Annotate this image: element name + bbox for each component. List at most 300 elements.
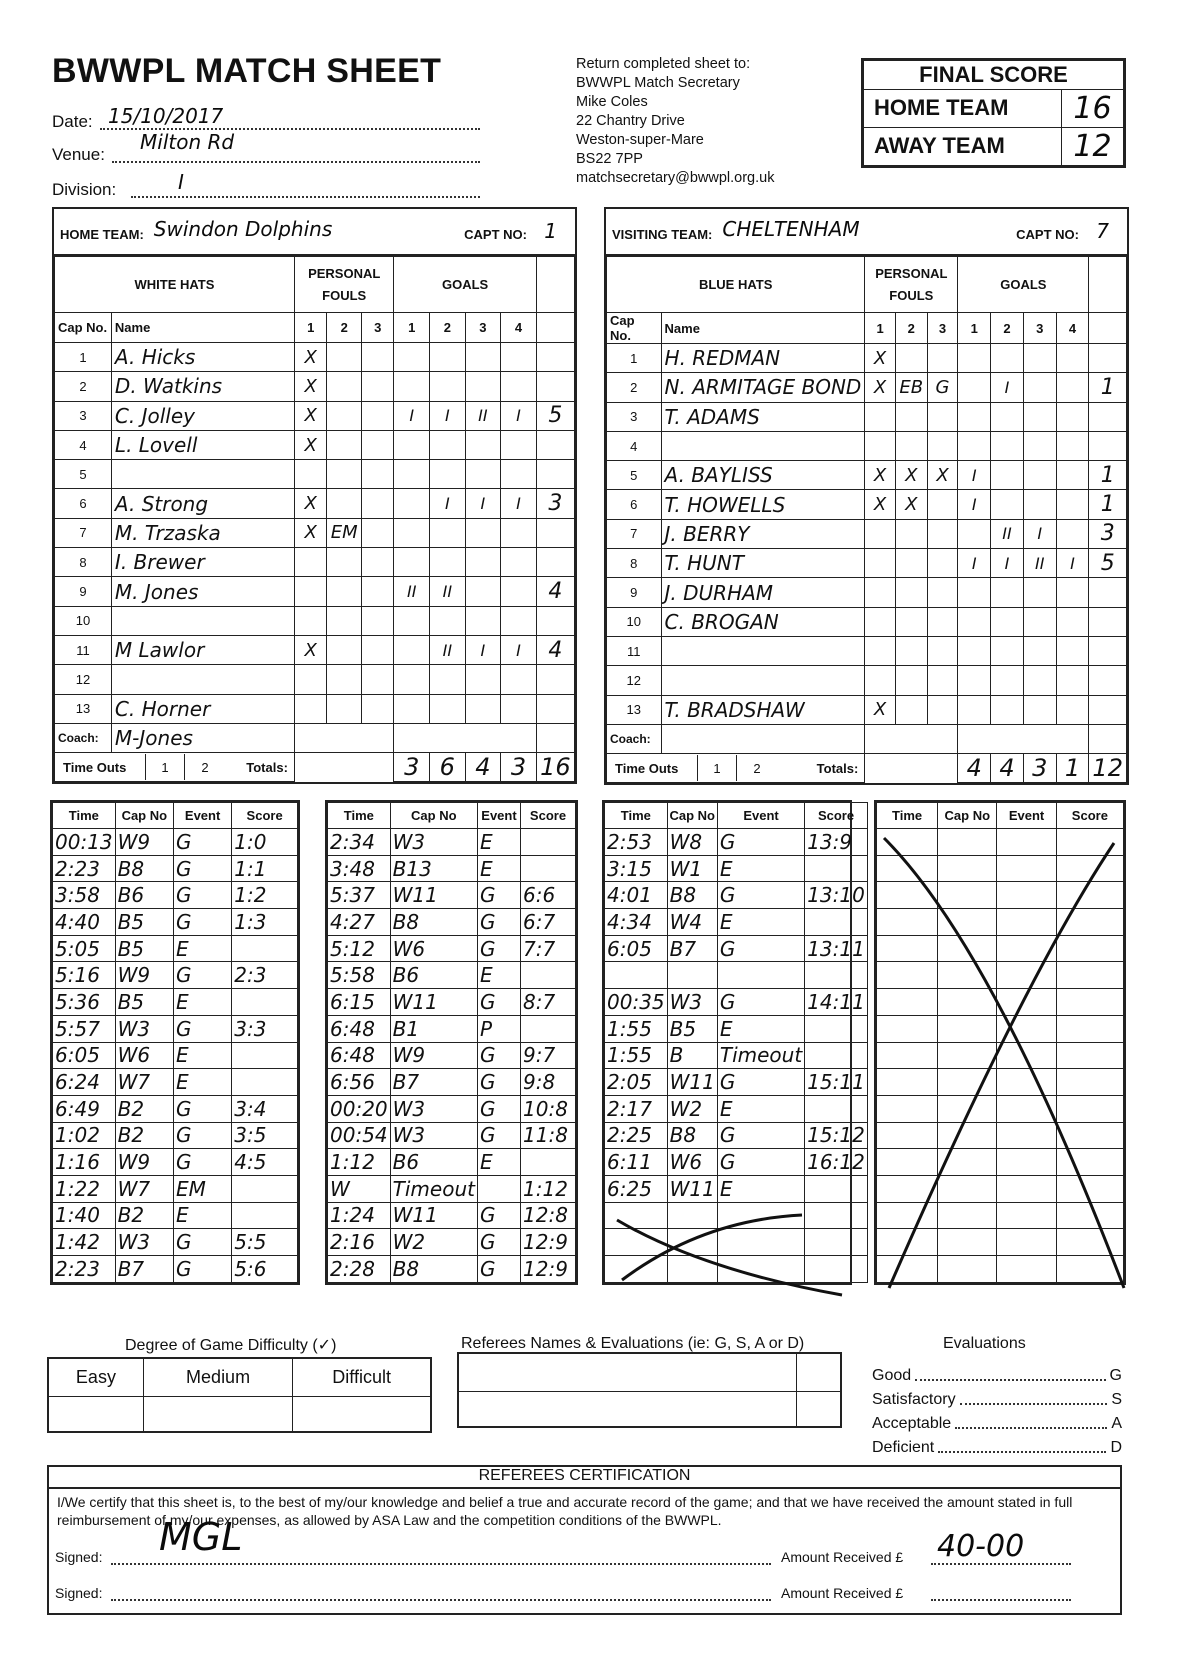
log-time[interactable]: 3:58 xyxy=(53,882,116,909)
player-name[interactable]: I. Brewer xyxy=(111,548,294,577)
goal-cell[interactable] xyxy=(394,548,430,577)
goal-cell[interactable] xyxy=(1056,373,1089,402)
log-score[interactable]: 9:8 xyxy=(521,1069,576,1096)
player-total[interactable] xyxy=(1089,695,1127,724)
goal-cell[interactable] xyxy=(430,694,466,723)
foul-cell[interactable]: EM xyxy=(327,518,361,547)
log-time[interactable]: 2:23 xyxy=(53,855,116,882)
foul-cell[interactable] xyxy=(361,548,394,577)
log-event[interactable]: E xyxy=(173,1042,231,1069)
log-event[interactable]: E xyxy=(717,1175,804,1202)
log-score[interactable] xyxy=(805,1042,868,1069)
log-score[interactable]: 16:12 xyxy=(805,1149,868,1176)
foul-cell[interactable]: X xyxy=(865,490,895,519)
goal-cell[interactable]: I xyxy=(958,490,991,519)
log-score[interactable]: 8:7 xyxy=(521,989,576,1016)
foul-cell[interactable] xyxy=(895,549,927,578)
total-value[interactable]: 6 xyxy=(430,753,466,782)
goal-cell[interactable] xyxy=(991,402,1024,431)
goal-cell[interactable] xyxy=(394,460,430,489)
log-time[interactable]: 5:37 xyxy=(328,882,391,909)
total-value[interactable]: 1 xyxy=(1056,754,1089,783)
log-time[interactable]: 00:35 xyxy=(605,989,668,1016)
player-name[interactable] xyxy=(111,606,294,635)
foul-cell[interactable] xyxy=(927,578,958,607)
foul-cell[interactable] xyxy=(361,518,394,547)
goal-cell[interactable] xyxy=(1023,636,1056,665)
log-event[interactable]: G xyxy=(717,1122,804,1149)
player-total[interactable] xyxy=(536,430,574,459)
log-time[interactable]: 1:12 xyxy=(328,1149,391,1176)
log-time[interactable]: 2:16 xyxy=(328,1229,391,1256)
log-cap-no[interactable]: W3 xyxy=(667,989,717,1016)
log-cap-no[interactable]: W9 xyxy=(115,1149,173,1176)
log-cap-no[interactable]: W11 xyxy=(390,989,477,1016)
log-event[interactable]: G xyxy=(173,882,231,909)
team-name-value[interactable]: Swindon Dolphins xyxy=(153,217,333,241)
goal-cell[interactable] xyxy=(1023,461,1056,490)
foul-cell[interactable] xyxy=(927,431,958,460)
goal-cell[interactable] xyxy=(991,578,1024,607)
log-time[interactable]: 2:34 xyxy=(328,829,391,856)
total-value[interactable]: 4 xyxy=(991,754,1024,783)
log-event[interactable]: E xyxy=(477,829,520,856)
foul-cell[interactable]: X xyxy=(294,489,327,518)
foul-cell[interactable]: EB xyxy=(895,373,927,402)
log-time[interactable]: 00:54 xyxy=(328,1122,391,1149)
player-name[interactable]: T. ADAMS xyxy=(661,402,865,431)
log-event[interactable]: G xyxy=(477,1042,520,1069)
player-total[interactable] xyxy=(1089,578,1127,607)
home-final-score[interactable]: 16 xyxy=(1062,89,1124,127)
player-name[interactable]: C. Horner xyxy=(111,694,294,723)
log-time[interactable]: 5:58 xyxy=(328,962,391,989)
foul-cell[interactable] xyxy=(327,430,361,459)
log-cap-no[interactable]: B5 xyxy=(115,989,173,1016)
log-cap-no[interactable]: B7 xyxy=(667,935,717,962)
capt-no-value[interactable]: 7 xyxy=(1096,219,1109,243)
log-time[interactable]: 2:23 xyxy=(53,1256,116,1283)
log-time[interactable]: 1:22 xyxy=(53,1175,116,1202)
log-cap-no[interactable]: B6 xyxy=(115,882,173,909)
goal-cell[interactable] xyxy=(394,430,430,459)
goal-cell[interactable] xyxy=(1023,666,1056,695)
foul-cell[interactable] xyxy=(895,695,927,724)
goal-cell[interactable] xyxy=(991,344,1024,373)
goal-cell[interactable] xyxy=(501,518,537,547)
log-score[interactable]: 13:9 xyxy=(805,829,868,856)
goal-cell[interactable] xyxy=(465,343,501,372)
date-value[interactable]: 15/10/2017 xyxy=(108,104,224,128)
player-total[interactable]: 5 xyxy=(536,401,574,430)
goal-cell[interactable] xyxy=(394,635,430,664)
foul-cell[interactable] xyxy=(927,607,958,636)
log-event[interactable]: E xyxy=(173,989,231,1016)
difficulty-easy[interactable]: Easy xyxy=(48,1358,143,1396)
foul-cell[interactable]: X xyxy=(895,490,927,519)
log-time[interactable]: 1:55 xyxy=(605,1042,668,1069)
foul-cell[interactable] xyxy=(327,460,361,489)
player-name[interactable] xyxy=(661,666,865,695)
log-event[interactable]: G xyxy=(717,989,804,1016)
goal-cell[interactable] xyxy=(465,694,501,723)
goal-cell[interactable]: I xyxy=(465,635,501,664)
log-cap-no[interactable]: B5 xyxy=(667,1015,717,1042)
log-cap-no[interactable]: B2 xyxy=(115,1202,173,1229)
log-score[interactable]: 9:7 xyxy=(521,1042,576,1069)
log-cap-no[interactable]: W3 xyxy=(115,1015,173,1042)
log-event[interactable]: G xyxy=(477,989,520,1016)
foul-cell[interactable] xyxy=(927,344,958,373)
player-name[interactable] xyxy=(661,636,865,665)
log-event[interactable]: G xyxy=(173,1149,231,1176)
foul-cell[interactable] xyxy=(895,402,927,431)
goal-cell[interactable]: I xyxy=(501,635,537,664)
goal-cell[interactable] xyxy=(1056,607,1089,636)
log-cap-no[interactable]: W3 xyxy=(390,1095,477,1122)
foul-cell[interactable] xyxy=(895,636,927,665)
log-event[interactable]: G xyxy=(477,882,520,909)
log-cap-no[interactable]: B7 xyxy=(115,1256,173,1283)
player-total[interactable] xyxy=(536,343,574,372)
foul-cell[interactable] xyxy=(865,636,895,665)
log-score[interactable]: 14:11 xyxy=(805,989,868,1016)
log-cap-no[interactable]: W11 xyxy=(390,882,477,909)
goal-cell[interactable] xyxy=(958,519,991,548)
foul-cell[interactable] xyxy=(327,489,361,518)
goal-cell[interactable] xyxy=(1023,373,1056,402)
log-event[interactable]: G xyxy=(173,829,231,856)
log-cap-no[interactable]: W9 xyxy=(390,1042,477,1069)
goal-cell[interactable] xyxy=(501,343,537,372)
goal-cell[interactable]: I xyxy=(991,549,1024,578)
goal-cell[interactable] xyxy=(958,402,991,431)
goal-cell[interactable] xyxy=(991,666,1024,695)
log-score[interactable]: 5:6 xyxy=(232,1256,298,1283)
referee-signature-1[interactable]: MGL xyxy=(159,1515,243,1559)
goal-cell[interactable]: I xyxy=(430,401,466,430)
log-event[interactable]: G xyxy=(717,882,804,909)
goal-cell[interactable] xyxy=(991,431,1024,460)
goal-cell[interactable] xyxy=(958,636,991,665)
log-time[interactable]: 00:20 xyxy=(328,1095,391,1122)
player-total[interactable]: 5 xyxy=(1089,549,1127,578)
log-time[interactable]: 00:13 xyxy=(53,829,116,856)
goal-cell[interactable] xyxy=(991,607,1024,636)
goal-cell[interactable]: I xyxy=(1023,519,1056,548)
player-name[interactable] xyxy=(111,460,294,489)
foul-cell[interactable] xyxy=(865,402,895,431)
goal-cell[interactable] xyxy=(465,372,501,401)
player-name[interactable]: L. Lovell xyxy=(111,430,294,459)
goal-cell[interactable] xyxy=(958,695,991,724)
foul-cell[interactable] xyxy=(927,402,958,431)
venue-value[interactable]: Milton Rd xyxy=(140,130,235,154)
log-score[interactable] xyxy=(521,855,576,882)
goal-cell[interactable] xyxy=(465,430,501,459)
log-event[interactable]: G xyxy=(173,855,231,882)
log-cap-no[interactable]: B8 xyxy=(390,1256,477,1283)
foul-cell[interactable] xyxy=(927,695,958,724)
player-name[interactable] xyxy=(661,431,865,460)
timeout-1-box[interactable]: 1 xyxy=(145,754,185,780)
foul-cell[interactable] xyxy=(895,344,927,373)
log-time[interactable] xyxy=(605,962,668,989)
goal-cell[interactable] xyxy=(465,460,501,489)
foul-cell[interactable] xyxy=(327,372,361,401)
log-score[interactable] xyxy=(521,962,576,989)
goal-cell[interactable] xyxy=(1023,607,1056,636)
log-time[interactable]: 6:49 xyxy=(53,1095,116,1122)
total-value[interactable]: 12 xyxy=(1089,754,1127,783)
goal-cell[interactable] xyxy=(465,665,501,694)
goal-cell[interactable] xyxy=(958,578,991,607)
goal-cell[interactable]: I xyxy=(958,461,991,490)
player-name[interactable] xyxy=(111,665,294,694)
difficulty-difficult-check[interactable] xyxy=(293,1396,431,1432)
log-score[interactable]: 3:4 xyxy=(232,1095,298,1122)
log-event[interactable]: G xyxy=(173,909,231,936)
foul-cell[interactable] xyxy=(865,519,895,548)
log-time[interactable]: 3:48 xyxy=(328,855,391,882)
log-event[interactable]: G xyxy=(717,829,804,856)
player-total[interactable] xyxy=(536,460,574,489)
log-cap-no[interactable]: B8 xyxy=(667,882,717,909)
log-score[interactable]: 4:5 xyxy=(232,1149,298,1176)
player-name[interactable]: A. BAYLISS xyxy=(661,461,865,490)
log-cap-no[interactable]: B5 xyxy=(115,935,173,962)
goal-cell[interactable] xyxy=(1056,695,1089,724)
goal-cell[interactable]: I xyxy=(1056,549,1089,578)
goal-cell[interactable] xyxy=(991,695,1024,724)
log-score[interactable] xyxy=(805,1175,868,1202)
goal-cell[interactable] xyxy=(394,518,430,547)
log-score[interactable] xyxy=(521,829,576,856)
log-cap-no[interactable]: W11 xyxy=(390,1202,477,1229)
foul-cell[interactable] xyxy=(865,607,895,636)
log-event[interactable]: G xyxy=(477,1069,520,1096)
goal-cell[interactable] xyxy=(1023,344,1056,373)
log-event[interactable]: E xyxy=(173,935,231,962)
log-event[interactable]: P xyxy=(477,1015,520,1042)
player-name[interactable]: M Lawlor xyxy=(111,635,294,664)
log-cap-no[interactable]: B8 xyxy=(390,909,477,936)
foul-cell[interactable] xyxy=(361,694,394,723)
foul-cell[interactable] xyxy=(327,343,361,372)
log-cap-no[interactable]: Timeout xyxy=(390,1175,477,1202)
foul-cell[interactable] xyxy=(327,401,361,430)
foul-cell[interactable] xyxy=(895,607,927,636)
player-name[interactable]: C. Jolley xyxy=(111,401,294,430)
player-total[interactable] xyxy=(1089,666,1127,695)
log-score[interactable]: 10:8 xyxy=(521,1095,576,1122)
foul-cell[interactable]: X xyxy=(294,518,327,547)
foul-cell[interactable] xyxy=(361,460,394,489)
foul-cell[interactable] xyxy=(361,635,394,664)
goal-cell[interactable] xyxy=(430,343,466,372)
log-time[interactable]: 5:36 xyxy=(53,989,116,1016)
log-event[interactable]: G xyxy=(173,1229,231,1256)
player-total[interactable]: 1 xyxy=(1089,373,1127,402)
log-event[interactable]: G xyxy=(477,909,520,936)
goal-cell[interactable] xyxy=(465,606,501,635)
log-time[interactable]: 1:55 xyxy=(605,1015,668,1042)
team-name-value[interactable]: CHELTENHAM xyxy=(722,217,860,241)
log-score[interactable] xyxy=(232,1042,298,1069)
foul-cell[interactable] xyxy=(361,430,394,459)
goal-cell[interactable]: I xyxy=(501,401,537,430)
player-total[interactable]: 4 xyxy=(536,577,574,606)
log-score[interactable]: 15:11 xyxy=(805,1069,868,1096)
goal-cell[interactable] xyxy=(1056,344,1089,373)
log-event[interactable]: E xyxy=(477,1149,520,1176)
total-value[interactable]: 3 xyxy=(501,753,537,782)
goal-cell[interactable] xyxy=(1023,695,1056,724)
player-total[interactable] xyxy=(536,694,574,723)
foul-cell[interactable]: X xyxy=(865,461,895,490)
player-name[interactable]: N. ARMITAGE BOND xyxy=(661,373,865,402)
total-value[interactable]: 4 xyxy=(465,753,501,782)
foul-cell[interactable] xyxy=(294,665,327,694)
goal-cell[interactable] xyxy=(991,461,1024,490)
log-cap-no[interactable]: B2 xyxy=(115,1095,173,1122)
log-event[interactable]: E xyxy=(717,1095,804,1122)
log-score[interactable]: 1:0 xyxy=(232,829,298,856)
log-time[interactable]: 2:17 xyxy=(605,1095,668,1122)
log-event[interactable]: E xyxy=(717,1015,804,1042)
foul-cell[interactable] xyxy=(361,606,394,635)
player-name[interactable]: M. Trzaska xyxy=(111,518,294,547)
log-score[interactable]: 7:7 xyxy=(521,935,576,962)
goal-cell[interactable] xyxy=(430,518,466,547)
log-time[interactable]: 6:24 xyxy=(53,1069,116,1096)
total-value[interactable]: 16 xyxy=(536,753,574,782)
log-event[interactable]: G xyxy=(717,1149,804,1176)
log-cap-no[interactable]: W9 xyxy=(115,829,173,856)
goal-cell[interactable] xyxy=(430,372,466,401)
foul-cell[interactable]: X xyxy=(294,343,327,372)
foul-cell[interactable] xyxy=(865,666,895,695)
log-event[interactable]: G xyxy=(477,1256,520,1283)
log-event[interactable]: E xyxy=(717,909,804,936)
player-name[interactable]: T. BRADSHAW xyxy=(661,695,865,724)
log-cap-no[interactable]: W9 xyxy=(115,962,173,989)
log-time[interactable]: 6:05 xyxy=(53,1042,116,1069)
goal-cell[interactable] xyxy=(1023,578,1056,607)
goal-cell[interactable]: II xyxy=(430,577,466,606)
log-time[interactable]: 2:25 xyxy=(605,1122,668,1149)
log-event[interactable]: G xyxy=(173,1095,231,1122)
goal-cell[interactable] xyxy=(1056,578,1089,607)
log-score[interactable] xyxy=(805,855,868,882)
log-event[interactable]: G xyxy=(477,1095,520,1122)
log-cap-no[interactable]: B5 xyxy=(115,909,173,936)
log-time[interactable]: 6:48 xyxy=(328,1015,391,1042)
goal-cell[interactable]: I xyxy=(430,489,466,518)
log-time[interactable]: 2:53 xyxy=(605,829,668,856)
foul-cell[interactable] xyxy=(927,666,958,695)
player-total[interactable] xyxy=(536,606,574,635)
log-time[interactable]: 6:15 xyxy=(328,989,391,1016)
foul-cell[interactable] xyxy=(294,460,327,489)
referee-2-eval[interactable] xyxy=(796,1391,841,1427)
player-name[interactable]: C. BROGAN xyxy=(661,607,865,636)
log-score[interactable]: 12:9 xyxy=(521,1229,576,1256)
log-score[interactable] xyxy=(805,909,868,936)
total-value[interactable]: 3 xyxy=(394,753,430,782)
goal-cell[interactable] xyxy=(430,548,466,577)
log-cap-no[interactable]: W11 xyxy=(667,1175,717,1202)
log-score[interactable]: 1:2 xyxy=(232,882,298,909)
player-total[interactable] xyxy=(1089,607,1127,636)
log-score[interactable]: 2:3 xyxy=(232,962,298,989)
log-event[interactable]: G xyxy=(477,1122,520,1149)
foul-cell[interactable]: X xyxy=(294,401,327,430)
goal-cell[interactable] xyxy=(394,489,430,518)
goal-cell[interactable]: II xyxy=(430,635,466,664)
player-total[interactable] xyxy=(536,518,574,547)
goal-cell[interactable] xyxy=(958,373,991,402)
log-cap-no[interactable]: B6 xyxy=(390,962,477,989)
goal-cell[interactable]: II xyxy=(991,519,1024,548)
log-score[interactable]: 13:10 xyxy=(805,882,868,909)
player-name[interactable]: D. Watkins xyxy=(111,372,294,401)
log-time[interactable]: 6:48 xyxy=(328,1042,391,1069)
goal-cell[interactable] xyxy=(1023,431,1056,460)
log-event[interactable]: G xyxy=(173,962,231,989)
player-total[interactable]: 1 xyxy=(1089,461,1127,490)
log-cap-no[interactable]: W11 xyxy=(667,1069,717,1096)
player-name[interactable]: A. Hicks xyxy=(111,343,294,372)
goal-cell[interactable] xyxy=(1056,519,1089,548)
goal-cell[interactable] xyxy=(430,665,466,694)
log-time[interactable]: 4:40 xyxy=(53,909,116,936)
log-time[interactable]: 6:56 xyxy=(328,1069,391,1096)
player-total[interactable] xyxy=(1089,636,1127,665)
foul-cell[interactable] xyxy=(865,549,895,578)
log-event[interactable] xyxy=(717,962,804,989)
log-event[interactable]: EM xyxy=(173,1175,231,1202)
foul-cell[interactable] xyxy=(927,549,958,578)
foul-cell[interactable] xyxy=(327,635,361,664)
player-name[interactable]: M. Jones xyxy=(111,577,294,606)
goal-cell[interactable] xyxy=(1023,402,1056,431)
goal-cell[interactable]: I xyxy=(991,373,1024,402)
goal-cell[interactable] xyxy=(501,548,537,577)
log-cap-no[interactable]: B8 xyxy=(667,1122,717,1149)
log-time[interactable]: 3:15 xyxy=(605,855,668,882)
goal-cell[interactable]: I xyxy=(394,401,430,430)
log-score[interactable] xyxy=(232,1069,298,1096)
goal-cell[interactable] xyxy=(1056,666,1089,695)
log-time[interactable]: 2:05 xyxy=(605,1069,668,1096)
foul-cell[interactable]: X xyxy=(865,695,895,724)
total-value[interactable]: 4 xyxy=(958,754,991,783)
goal-cell[interactable] xyxy=(1056,402,1089,431)
log-cap-no[interactable]: W6 xyxy=(115,1042,173,1069)
foul-cell[interactable]: X xyxy=(294,635,327,664)
goal-cell[interactable] xyxy=(501,577,537,606)
foul-cell[interactable] xyxy=(927,519,958,548)
log-cap-no[interactable]: W7 xyxy=(115,1175,173,1202)
away-final-score[interactable]: 12 xyxy=(1062,127,1124,165)
player-name[interactable]: A. Strong xyxy=(111,489,294,518)
log-time[interactable]: 4:27 xyxy=(328,909,391,936)
foul-cell[interactable] xyxy=(865,578,895,607)
foul-cell[interactable]: X xyxy=(895,461,927,490)
log-score[interactable] xyxy=(232,989,298,1016)
foul-cell[interactable]: G xyxy=(927,373,958,402)
